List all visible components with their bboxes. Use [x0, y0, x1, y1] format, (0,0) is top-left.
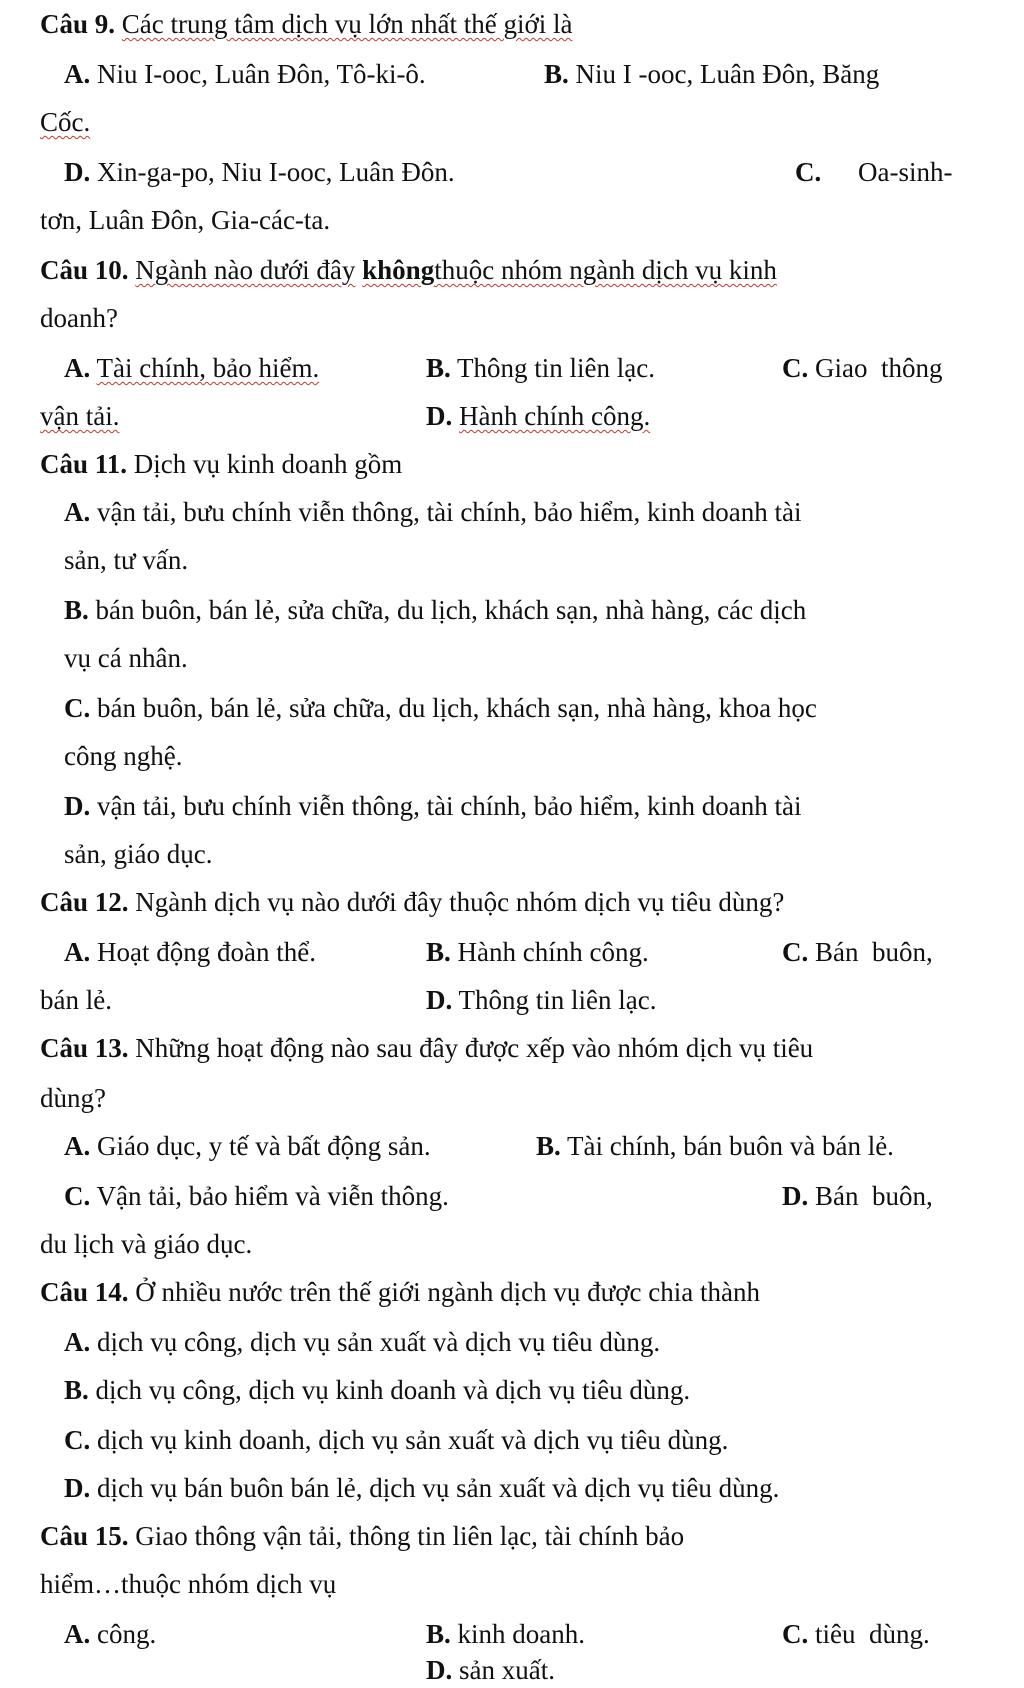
q12-number: Câu 12.	[40, 887, 129, 917]
q9-option-b	[544, 56, 879, 92]
q15-option-d	[426, 1652, 555, 1688]
q15-option-a-text: công.	[97, 1619, 157, 1649]
q11-option-c-text-2: công nghệ.	[64, 741, 183, 771]
q12-stem-line	[40, 884, 784, 920]
q14-option-b-text: dịch vụ công, dịch vụ kinh doanh và dịch vụ tiêu dùng.	[95, 1375, 691, 1405]
q13-option-d-cont	[40, 1226, 252, 1262]
q14-number: Câu 14.	[40, 1277, 129, 1307]
q10-option-c-label: C.	[782, 353, 809, 383]
q15-number: Câu 15.	[40, 1521, 129, 1551]
q9-stem: Các trung tâm dịch vụ lớn nhất thế giới là	[121, 9, 573, 39]
q12-option-b	[426, 934, 649, 970]
q10-option-d	[426, 398, 650, 434]
q13-option-b	[536, 1128, 894, 1164]
q14-stem: Ở nhiều nước trên thế giới ngành dịch vụ được chia thành	[135, 1277, 760, 1307]
q12-option-d	[426, 982, 656, 1018]
q9-option-b-text-2: Cốc.	[40, 107, 91, 137]
q9-stem-line	[40, 6, 572, 42]
q10-stem-2: thuộc nhóm ngành dịch vụ kinh	[434, 255, 777, 285]
q11-option-d-text-2: sản, giáo dục.	[64, 839, 213, 869]
q9-option-b-text-1: Niu I -ooc, Luân Đôn, Băng	[575, 59, 880, 89]
q15-option-b	[426, 1616, 585, 1652]
q9-option-b-cont	[40, 104, 90, 140]
q11-option-b-text-2: vụ cá nhân.	[64, 643, 188, 673]
q9-option-c-label: C.	[795, 157, 822, 187]
q13-option-a-label: A.	[64, 1131, 91, 1161]
q10-option-a-text: Tài chính, bảo hiểm.	[96, 353, 320, 383]
q15-option-b-text: kinh doanh.	[457, 1619, 586, 1649]
q11-option-c	[64, 690, 817, 726]
q15-option-b-label: B.	[426, 1619, 451, 1649]
q11-option-a-label: A.	[64, 497, 91, 527]
q15-option-c-label: C.	[782, 1619, 809, 1649]
q10-option-b-text: Thông tin liên lạc.	[457, 353, 655, 383]
q15-option-a-label: A.	[64, 1619, 91, 1649]
q12-option-c	[782, 934, 933, 970]
q14-option-c	[64, 1422, 728, 1458]
q9-option-a	[64, 56, 426, 92]
q14-option-d-text: dịch vụ bán buôn bán lẻ, dịch vụ sản xuất và dịch vụ tiêu dùng.	[97, 1473, 780, 1503]
q10-stem-1: Ngành nào dưới đây	[135, 255, 356, 285]
q11-option-d-text-1: vận tải, bưu chính viễn thông, tài chính, bảo hiểm, kinh doanh tài	[97, 791, 802, 821]
q15-stem-line-2	[40, 1566, 336, 1602]
q11-option-a-text-1: vận tải, bưu chính viễn thông, tài chính, bảo hiểm, kinh doanh tài	[97, 497, 802, 527]
q12-option-a-text: Hoạt động đoàn thể.	[97, 937, 316, 967]
q11-option-c-label: C.	[64, 693, 91, 723]
q15-option-c	[782, 1616, 930, 1652]
q14-option-d	[64, 1470, 779, 1506]
q10-option-c	[782, 350, 943, 386]
q12-option-a	[64, 934, 316, 970]
q11-stem: Dịch vụ kinh doanh gồm	[133, 449, 403, 479]
q11-option-a	[64, 494, 802, 530]
q12-option-c-text-1: Bán buôn,	[815, 937, 933, 967]
q9-option-d-label: D.	[64, 157, 91, 187]
q11-number: Câu 11.	[40, 449, 128, 479]
q12-option-d-label: D.	[426, 985, 453, 1015]
q9-option-b-label: B.	[544, 59, 569, 89]
q10-stem-3: doanh?	[40, 303, 118, 333]
q15-option-d-label: D.	[426, 1655, 453, 1685]
q13-option-d-text-2: du lịch và giáo dục.	[40, 1229, 253, 1259]
q15-option-c-text: tiêu dùng.	[815, 1619, 930, 1649]
q10-option-c-text-1: Giao thông	[815, 353, 943, 383]
q9-number: Câu 9.	[40, 9, 116, 39]
q13-stem-line	[40, 1030, 813, 1066]
q15-stem-1: Giao thông vận tải, thông tin liên lạc, tài chính bảo	[135, 1521, 685, 1551]
q13-option-a	[64, 1128, 431, 1164]
q9-option-a-label: A.	[64, 59, 91, 89]
q10-option-b-label: B.	[426, 353, 451, 383]
q14-option-c-label: C.	[64, 1425, 91, 1455]
q10-option-b	[426, 350, 655, 386]
q10-option-c-text-2: vận tải.	[40, 401, 120, 431]
q13-option-b-label: B.	[536, 1131, 561, 1161]
q10-option-c-cont	[40, 398, 119, 434]
q13-stem-1: Những hoạt động nào sau đây được xếp vào nhóm dịch vụ tiêu	[135, 1033, 814, 1063]
q14-option-b	[64, 1372, 690, 1408]
q12-option-a-label: A.	[64, 937, 91, 967]
q10-stem-line	[40, 252, 777, 288]
q9-option-c-cont	[40, 202, 330, 238]
q11-option-b	[64, 592, 806, 628]
q9-option-a-text: Niu I-ooc, Luân Đôn, Tô-ki-ô.	[97, 59, 426, 89]
q11-option-d	[64, 788, 802, 824]
q11-option-d-cont	[64, 836, 212, 872]
q12-stem: Ngành dịch vụ nào dưới đây thuộc nhóm dịch vụ tiêu dùng?	[135, 887, 785, 917]
q15-option-d-text: sản xuất.	[459, 1655, 555, 1685]
q12-option-c-text-2: bán lẻ.	[40, 985, 112, 1015]
q11-option-d-label: D.	[64, 791, 91, 821]
q14-stem-line	[40, 1274, 760, 1310]
q9-option-c-text-2: tơn, Luân Đôn, Gia-các-ta.	[40, 205, 331, 235]
q11-option-a-text-2: sản, tư vấn.	[64, 545, 189, 575]
q13-option-b-text: Tài chính, bán buôn và bán lẻ.	[567, 1131, 894, 1161]
q11-stem-line	[40, 446, 402, 482]
q14-option-c-text: dịch vụ kinh doanh, dịch vụ sản xuất và dịch vụ tiêu dùng.	[97, 1425, 729, 1455]
q13-number: Câu 13.	[40, 1033, 129, 1063]
q14-option-a	[64, 1324, 660, 1360]
q13-option-c-label: C.	[64, 1181, 91, 1211]
q9-option-c-text-1: Oa-sinh-	[858, 157, 953, 187]
q15-option-a	[64, 1616, 156, 1652]
q13-stem-line-2	[40, 1080, 106, 1116]
q9-option-d-text: Xin-ga-po, Niu I-ooc, Luân Đôn.	[97, 157, 455, 187]
q13-stem-2: dùng?	[40, 1083, 106, 1113]
q12-option-c-label: C.	[782, 937, 809, 967]
q10-stem-line-2	[40, 300, 118, 336]
q12-option-b-text: Hành chính công.	[457, 937, 649, 967]
q11-option-b-label: B.	[64, 595, 89, 625]
q11-option-c-cont	[64, 738, 182, 774]
q14-option-a-label: A.	[64, 1327, 91, 1357]
q10-option-d-label: D.	[426, 401, 453, 431]
q14-option-b-label: B.	[64, 1375, 89, 1405]
q13-option-a-text: Giáo dục, y tế và bất động sản.	[97, 1131, 431, 1161]
q11-option-b-cont	[64, 640, 188, 676]
q10-option-a	[64, 350, 319, 386]
q10-stem-bold: không	[362, 255, 435, 285]
q10-option-d-text: Hành chính công.	[459, 401, 651, 431]
q13-option-d-label: D.	[782, 1181, 809, 1211]
q13-option-c	[64, 1178, 449, 1214]
q12-option-b-label: B.	[426, 937, 451, 967]
q15-stem-line	[40, 1518, 684, 1554]
q11-option-c-text-1: bán buôn, bán lẻ, sửa chữa, du lịch, khách sạn, nhà hàng, khoa học	[97, 693, 817, 723]
q12-option-c-cont	[40, 982, 112, 1018]
q10-option-a-label: A.	[64, 353, 91, 383]
q9-option-c	[795, 154, 952, 190]
q15-stem-2: hiểm…thuộc nhóm dịch vụ	[40, 1569, 337, 1599]
q13-option-c-text: Vận tải, bảo hiểm và viễn thông.	[96, 1181, 449, 1211]
q13-option-d-text-1: Bán buôn,	[815, 1181, 933, 1211]
q14-option-a-text: dịch vụ công, dịch vụ sản xuất và dịch vụ tiêu dùng.	[97, 1327, 661, 1357]
q13-option-d	[782, 1178, 933, 1214]
q9-option-d	[64, 154, 455, 190]
q10-number: Câu 10.	[40, 255, 129, 285]
q14-option-d-label: D.	[64, 1473, 91, 1503]
q12-option-d-text: Thông tin liên lạc.	[458, 985, 657, 1015]
q11-option-b-text-1: bán buôn, bán lẻ, sửa chữa, du lịch, khách sạn, nhà hàng, các dịch	[95, 595, 807, 625]
q11-option-a-cont	[64, 542, 188, 578]
